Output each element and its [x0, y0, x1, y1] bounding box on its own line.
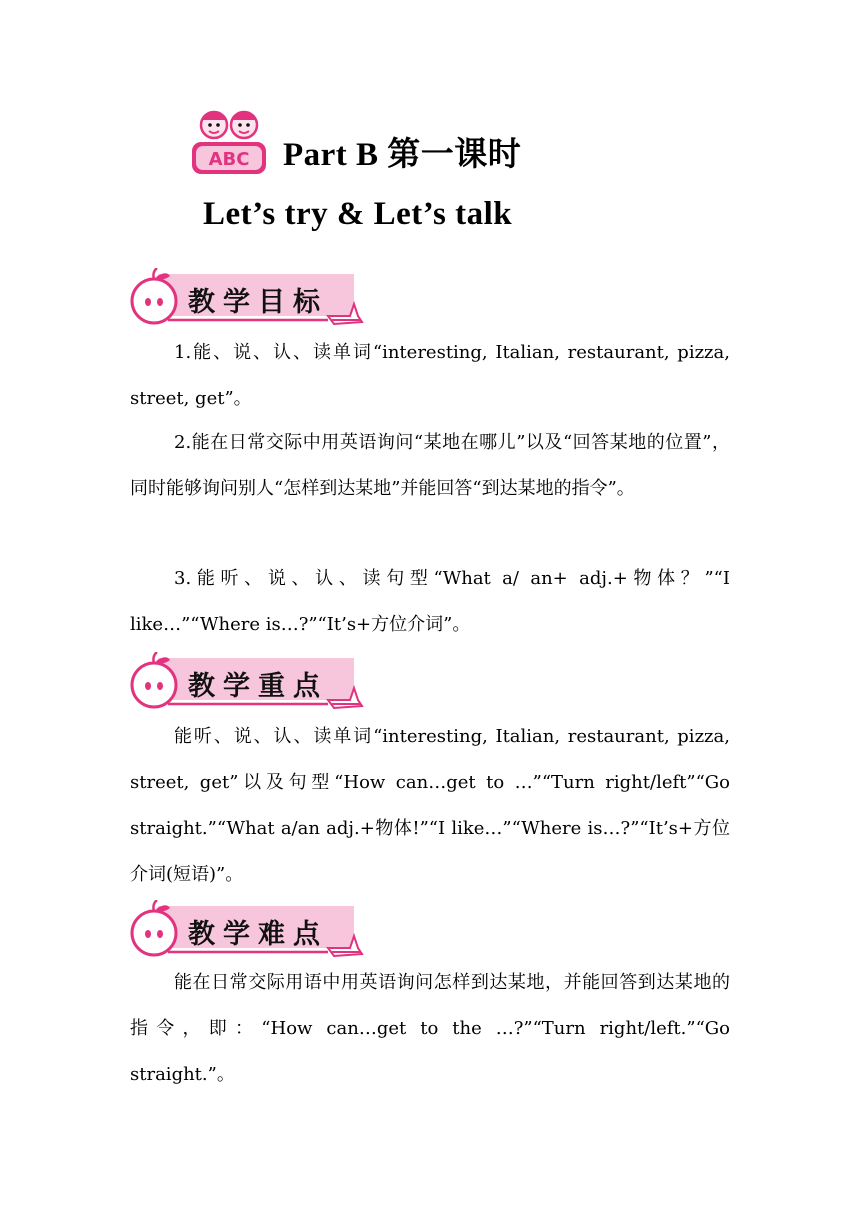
section-title: 教学重点 [188, 671, 328, 702]
section-heading-difficulties [128, 900, 364, 962]
paragraph: 2.能在日常交际中用英语询问“某地在哪儿”以及“回答某地的位置”，同时能够询问别人“怎样到达某地”并能回答“到达某地的指令”。 [130, 432, 730, 499]
svg-text:ABC: ABC [208, 149, 250, 170]
section-heading-key-points [128, 652, 364, 714]
section-heading-objectives [128, 268, 364, 330]
paragraph: 能在日常交际用语中用英语询问怎样到达某地，并能回答到达某地的指令，即：“How can…get to the …?”“Turn right/left.”“Go straight.”。 [130, 972, 730, 1085]
abc-kids-icon [188, 100, 270, 180]
paragraph: 3.能听、说、认、读句型“What a/ an+ adj.+物体？”“I like…”“Where is…?”“It’s+方位介词”。 [130, 568, 730, 635]
lesson-subtitle: Let’s try & Let’s talk [203, 196, 513, 232]
paragraph: 1.能、说、认、读单词“interesting, Italian, restaurant, pizza, street, get”。 [130, 342, 730, 409]
section-title: 教学难点 [188, 919, 328, 950]
paragraph: 能听、说、认、读单词“interesting, Italian, restaurant, pizza, street, get”以及句型“How can…get to …”“Turn right/left”“Go straight.”“What a/an adj.+物体!”“I like…”“Where is…?”“It’s+方位介词(短语)”。 [130, 726, 730, 885]
section-title: 教学目标 [188, 287, 328, 318]
lesson-title: Part B 第一课时 [283, 137, 522, 173]
